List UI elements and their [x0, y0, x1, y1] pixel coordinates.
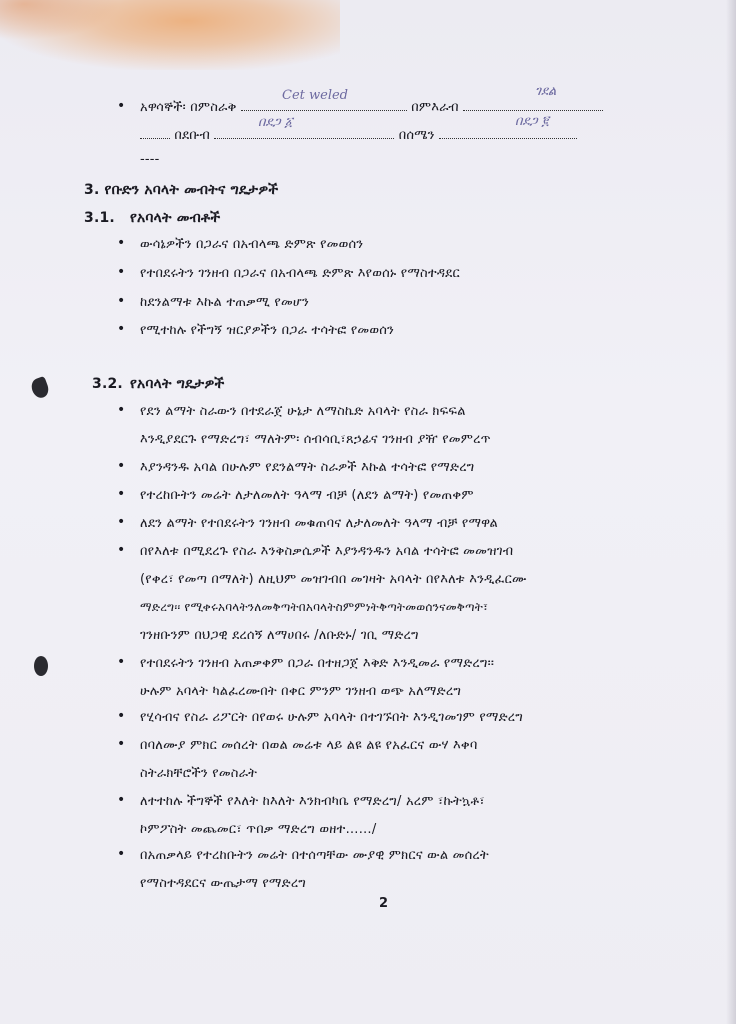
west-label: በምእራብ: [411, 100, 459, 115]
duties-item-line: ለተተከሉ ችግኞች የእለት ከእለት እንክብካቤ የማድረግ/ አረም ፣ኩትኳቶ፣: [140, 794, 485, 809]
handwritten-west: ገደል: [535, 84, 557, 99]
bullet: •: [117, 708, 126, 724]
duties-item-line: የደን ልማት ስራውን በተደራጀ ሁኔታ ለማስኬድ አባላት የስራ ክፍፍል: [140, 404, 466, 419]
bullet: •: [117, 293, 126, 309]
duties-item-line: ለደን ልማት የተበደሩትን ገንዘብ መቁጠባና ለታለመለት ዓላማ ብቻ የማዋል: [140, 516, 498, 531]
bullet: •: [117, 402, 126, 418]
fill-line: [463, 100, 603, 111]
handwritten-north: በደጋ ፪: [515, 114, 549, 129]
punch-hole: [34, 656, 48, 676]
subsection-3-2-title: የአባላት ግዴታዎች: [130, 376, 225, 392]
duties-item-line: በባለሙያ ምክር መሰረት በወል መሬቱ ላይ ልዩ ልዩ የአፈርና ውሃ እቀባ: [140, 738, 478, 753]
rights-item: ውሳኔዎችን በጋራና በአብላጫ ድምጽ የመወሰን: [140, 237, 364, 252]
bullet: •: [117, 486, 126, 502]
duties-item-line: ስትራክቸሮችን የመስራት: [140, 766, 258, 781]
page-number: 2: [379, 896, 389, 911]
section-3-heading: 3. የቡድን አባላት መብትና ግዴታዎች: [84, 182, 279, 198]
fill-line: [140, 128, 170, 139]
page-edge: [726, 0, 736, 1024]
duties-item-line: የተረከቡትን መሬት ለታለመለት ዓላማ ብቻ (ለደን ልማት) የመጠቀም: [140, 488, 474, 503]
boundaries-line-2: [140, 128, 577, 143]
boundaries-line-1: [140, 100, 603, 115]
rights-item: የሚተከሉ የችግኝ ዝርያዎችን በጋራ ተሳትፎ የመወሰን: [140, 323, 395, 338]
duties-item-line: ኮምፖስት መጨመር፣ ጥበቃ ማድረግ ወዘተ……/: [140, 822, 377, 837]
north-label: በሰሜን: [398, 128, 435, 143]
fill-line: [214, 128, 394, 139]
bullet: •: [117, 458, 126, 474]
subsection-3-1-title: የአባላት መብቶች: [130, 210, 221, 226]
duties-item-line: እንዲያደርጉ የማድረግ፣ ማለትም፡ ሰብሳቢ፣ጸኃፊና ገንዘብ ያዥ የመምረጥ: [140, 432, 491, 447]
bullet: •: [117, 264, 126, 280]
duties-item-line: እያንዳንዱ አባል በሁሉም የደንልማት ስራዎች እኩል ተሳትፎ የማድረግ: [140, 460, 475, 475]
subsection-3-1-number: 3.1.: [84, 210, 115, 226]
bullet: •: [117, 846, 126, 862]
bullet: •: [117, 98, 126, 114]
rights-item: ከደንልማቱ እኩል ተጠቃሚ የመሆን: [140, 295, 310, 310]
duties-item-line: በአጠቃላይ የተረከቡትን መሬት በተሰጣቸው ሙያዊ ምክርና ውል መሰረት: [140, 848, 489, 863]
duties-item-line: የተበደሩትን ገንዘብ አጠቃቀም በጋራ በተዘጋጀ እቅድ እንዲመራ የማድረግ፡፡: [140, 656, 495, 671]
tape-stain-corner: [0, 0, 120, 40]
duties-item-line: ገንዘቡንም በህጋዊ ደረሰኝ ለማሀበሩ /ለቡድኑ/ ገቢ ማድረግ: [140, 628, 419, 643]
bullet: •: [117, 792, 126, 808]
bullet: •: [117, 654, 126, 670]
south-label: በደቡብ: [174, 128, 211, 143]
rights-item: የተበደሩትን ገንዘብ በጋራና በአብላጫ ድምጽ እየወሰኑ የማስተዳደር: [140, 266, 460, 281]
punch-hole: [29, 376, 51, 400]
dash-line: ----: [140, 152, 160, 167]
bullet: •: [117, 514, 126, 530]
handwritten-south: በደጋ ፩: [258, 115, 293, 130]
bullet: •: [117, 321, 126, 337]
duties-item-line: የሂሳብና የስራ ሪፖርት በየወሩ ሁሉም አባላት በተገኙበት እንዲገመገም የማድረግ: [140, 710, 523, 725]
handwritten-east: Cet weled: [282, 88, 348, 103]
duties-item-line: ሁሉም አባላት ካልፈረሙበት በቀር ምንም ገንዘብ ወጭ አለማድረግ: [140, 684, 462, 699]
fill-line: [439, 128, 577, 139]
bullet: •: [117, 235, 126, 251]
duties-item-line: የማስተዳደርና ውጤታማ የማድረግ: [140, 876, 307, 891]
subsection-3-2-number: 3.2.: [92, 376, 123, 392]
duties-item-line: ማድረግ፡፡ የሚቀሩአባላትንለመቅጣትበአባላትስምምነትቅጣትመወሰንናመቅጣት፣: [140, 600, 489, 614]
bullet: •: [117, 542, 126, 558]
boundaries-label: አዋሳኞች፡ በምስራቅ: [140, 100, 237, 115]
bullet: •: [117, 736, 126, 752]
duties-item-line: በየእለቱ በሚደረጉ የስራ እንቅስቃሴዎች እያንዳንዱን አባል ተሳትፎ መመዝገብ: [140, 544, 514, 559]
duties-item-line: (የቀረ፣ የመጣ በማለት) ለዚህም መዝገብበ መገዛት አባላት በየእለቱ እንዲፈርሙ: [140, 572, 527, 587]
